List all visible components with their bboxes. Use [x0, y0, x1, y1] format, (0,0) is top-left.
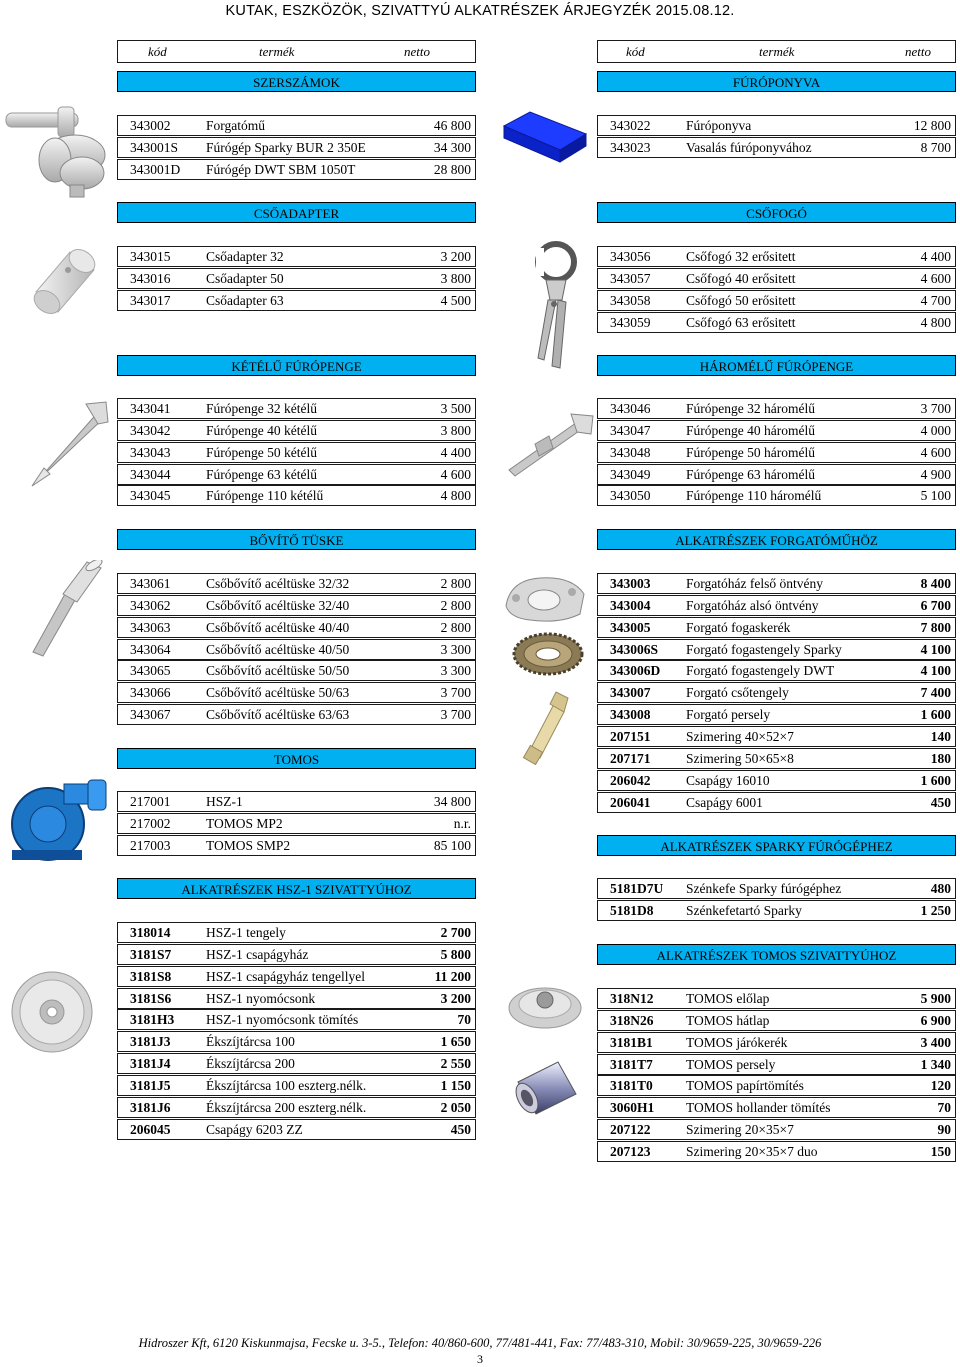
table-row — [117, 617, 476, 638]
product-price: 3 800 — [440, 422, 471, 438]
product-price: 3 500 — [440, 401, 471, 416]
product-price: n.r. — [453, 815, 471, 831]
table-row — [597, 573, 956, 594]
table-row — [117, 1075, 476, 1096]
table-row — [117, 246, 476, 267]
product-price: 1 340 — [920, 1056, 951, 1072]
product-name: Forgató fogastengely Sparky — [686, 641, 842, 657]
product-code: 3181J6 — [130, 1099, 171, 1115]
product-code: 343045 — [130, 488, 171, 504]
table-row — [597, 290, 956, 311]
product-name: Fúrópenge 50 kétélű — [206, 444, 317, 460]
table-row — [597, 770, 956, 791]
table-row — [117, 835, 476, 856]
product-code: 343042 — [130, 422, 171, 438]
table-row — [117, 944, 476, 965]
product-code: 343015 — [130, 249, 171, 264]
table-row — [597, 1075, 956, 1096]
product-code: 207171 — [610, 750, 651, 766]
product-code: 343062 — [130, 597, 171, 613]
table-row — [117, 639, 476, 660]
header-price: netto — [404, 44, 430, 59]
table-row — [597, 595, 956, 616]
product-price: 3 700 — [440, 685, 471, 701]
table-row — [117, 595, 476, 616]
product-price: 6 700 — [920, 597, 951, 613]
drill-rotator-image — [0, 105, 112, 200]
product-name: Fúrópenge 40 háromélű — [686, 422, 815, 438]
product-code: 343057 — [610, 270, 651, 286]
table-row — [117, 159, 476, 180]
product-name: Csőbővítő acéltüske 40/40 — [206, 619, 350, 635]
product-price: 1 250 — [920, 902, 951, 918]
product-code: 207151 — [610, 728, 651, 744]
product-code: 3181S7 — [130, 946, 172, 962]
product-name: Fúrópenge 110 kétélű — [206, 488, 324, 504]
table-row — [117, 1053, 476, 1074]
pipe-adapter-image — [28, 240, 98, 320]
product-code: 343056 — [610, 249, 651, 264]
table-row — [597, 660, 956, 681]
table-row — [117, 485, 476, 506]
product-name: HSZ-1 — [206, 794, 243, 809]
product-code: 343003 — [610, 576, 651, 591]
product-code: 343058 — [610, 292, 651, 308]
table-row — [117, 398, 476, 419]
table-row — [117, 464, 476, 485]
product-name: Csapágy 6001 — [686, 794, 763, 810]
table-row — [597, 704, 956, 725]
product-price: 6 900 — [920, 1012, 951, 1028]
page-number: 3 — [477, 1352, 483, 1366]
product-name: Csőbővítő acéltüske 32/40 — [206, 597, 350, 613]
section-csofogo: CSŐFOGÓ — [597, 202, 956, 223]
product-name: Forgató fogaskerék — [686, 619, 791, 635]
table-row — [597, 485, 956, 506]
footer-address: Hidroszer Kft, 6120 Kiskunmajsa, Fecske u. 3-5., Telefon: 40/860-600, 77/481-441, Fax: 77/483-310, Mobil: 30/9659-225, 30/9659-226 — [138, 1336, 822, 1350]
product-price: 3 700 — [920, 401, 951, 416]
table-row — [117, 442, 476, 463]
table-row — [117, 1031, 476, 1052]
product-name: Szénkefe Sparky fúrógéphez — [686, 881, 842, 896]
table-row — [117, 660, 476, 681]
product-price: 1 150 — [440, 1077, 471, 1093]
product-code: 3181T0 — [610, 1078, 653, 1094]
product-code: 207123 — [610, 1143, 651, 1159]
table-row — [117, 1097, 476, 1118]
table-row — [117, 682, 476, 703]
product-name: Fúrópenge 32 háromélű — [686, 401, 815, 416]
table-row — [597, 464, 956, 485]
section-hsz1: ALKATRÉSZEK HSZ-1 SZIVATTYÚHOZ — [117, 878, 476, 899]
product-code: 343005 — [610, 619, 651, 635]
table-row — [117, 115, 476, 136]
product-code: 343065 — [130, 663, 171, 679]
product-code: 318N26 — [610, 1012, 654, 1028]
bushing-image — [510, 1058, 580, 1118]
product-name: TOMOS papírtömítés — [686, 1078, 804, 1094]
product-price: 7 800 — [920, 619, 951, 635]
header-code: kód — [626, 44, 645, 59]
product-price: 140 — [930, 728, 951, 744]
table-row — [597, 398, 956, 419]
table-row — [597, 900, 956, 921]
product-name: Csőbővítő acéltüske 50/50 — [206, 663, 350, 679]
product-price: 8 700 — [920, 139, 951, 155]
product-code: 343067 — [130, 707, 171, 723]
product-price: 4 000 — [920, 422, 951, 438]
impeller-image — [505, 980, 585, 1032]
product-name: Csőbővítő acéltüske 32/32 — [206, 576, 350, 591]
product-price: 450 — [450, 1121, 471, 1137]
product-price: 1 600 — [920, 772, 951, 788]
product-code: 343049 — [610, 466, 651, 482]
product-code: 343061 — [130, 576, 171, 591]
product-code: 3060H1 — [610, 1100, 655, 1116]
product-price: 2 050 — [440, 1099, 471, 1115]
gear-shaft-image — [520, 690, 570, 765]
table-row — [597, 1119, 956, 1140]
product-code: 343023 — [610, 139, 651, 155]
table-row — [597, 312, 956, 333]
product-price: 1 650 — [440, 1034, 471, 1050]
product-code: 343046 — [610, 401, 651, 416]
product-price: 85 100 — [433, 837, 471, 853]
product-code: 206045 — [130, 1121, 171, 1137]
table-row — [597, 617, 956, 638]
product-name: Csőfogó 63 erősitett — [686, 314, 796, 330]
product-code: 217003 — [130, 837, 171, 853]
pipe-expander-spike-image — [25, 560, 105, 660]
tomos-pump-image — [2, 778, 112, 866]
table-row — [597, 748, 956, 769]
product-price: 4 600 — [440, 466, 471, 482]
product-name: Csőadapter 50 — [206, 270, 284, 286]
product-name: Csőfogó 32 erősitett — [686, 249, 796, 264]
product-price: 70 — [937, 1100, 951, 1116]
product-price: 2 800 — [440, 597, 471, 613]
product-name: HSZ-1 tengely — [206, 925, 286, 940]
table-row — [597, 792, 956, 813]
product-name: Csőfogó 40 erősitett — [686, 270, 796, 286]
product-name: Fúrópenge 110 háromélű — [686, 488, 822, 504]
table-row — [597, 639, 956, 660]
table-row — [597, 1032, 956, 1053]
table-row — [117, 420, 476, 441]
product-price: 90 — [937, 1122, 951, 1138]
table-row — [117, 290, 476, 311]
section-tomos: TOMOS — [117, 748, 476, 769]
rotator-housing-image — [500, 568, 590, 628]
product-name: Fúrógép Sparky BUR 2 350E — [206, 139, 366, 155]
product-code: 3181T7 — [610, 1056, 653, 1072]
product-code: 3181S6 — [130, 990, 172, 1006]
product-code: 343063 — [130, 619, 171, 635]
product-name: Forgatómű — [206, 118, 266, 133]
product-code: 3181B1 — [610, 1034, 653, 1050]
product-price: 5 800 — [440, 946, 471, 962]
product-price: 4 400 — [920, 249, 951, 264]
product-code: 207122 — [610, 1122, 651, 1138]
product-price: 3 700 — [440, 707, 471, 723]
product-price: 3 300 — [440, 641, 471, 657]
product-price: 4 800 — [440, 488, 471, 504]
product-name: Forgató csőtengely — [686, 685, 789, 701]
product-name: Csőbővítő acéltüske 63/63 — [206, 707, 350, 723]
product-price: 8 400 — [920, 576, 951, 591]
product-name: TOMOS persely — [686, 1056, 776, 1072]
section-csoadapter: CSŐADAPTER — [117, 202, 476, 223]
product-price: 120 — [930, 1078, 951, 1094]
product-price: 12 800 — [913, 118, 951, 133]
right-column-header — [597, 40, 956, 63]
section-forgato: ALKATRÉSZEK FORGATÓMŰHÖZ — [597, 529, 956, 550]
product-price: 4 100 — [920, 663, 951, 679]
product-code: 343044 — [130, 466, 171, 482]
table-row — [117, 791, 476, 812]
product-name: Vasalás fúróponyvához — [686, 139, 812, 155]
header-product: termék — [259, 44, 295, 59]
product-price: 4 900 — [920, 466, 951, 482]
product-code: 318014 — [130, 925, 171, 940]
drill-tarp-image — [500, 108, 590, 166]
product-code: 343041 — [130, 401, 171, 416]
table-row — [597, 1054, 956, 1075]
table-row — [597, 1010, 956, 1031]
product-price: 4 100 — [920, 641, 951, 657]
section-sparky: ALKATRÉSZEK SPARKY FÚRÓGÉPHEZ — [597, 835, 956, 856]
table-row — [117, 1009, 476, 1030]
product-code: 318N12 — [610, 991, 654, 1006]
product-price: 150 — [930, 1143, 951, 1159]
product-name: Szénkefetartó Sparky — [686, 902, 802, 918]
gear-wheel-image — [512, 632, 584, 676]
product-name: TOMOS járókerék — [686, 1034, 788, 1050]
header-product: termék — [759, 44, 795, 59]
product-code: 343001S — [130, 139, 179, 155]
table-row — [597, 878, 956, 899]
product-name: Csőadapter 63 — [206, 292, 284, 308]
product-code: 3181J5 — [130, 1077, 171, 1093]
product-name: HSZ-1 nyomócsonk — [206, 990, 316, 1006]
product-name: Csőbővítő acéltüske 50/63 — [206, 685, 350, 701]
table-row — [117, 704, 476, 725]
product-code: 343050 — [610, 488, 651, 504]
product-price: 7 400 — [920, 685, 951, 701]
product-price: 34 300 — [433, 139, 471, 155]
table-row — [597, 246, 956, 267]
product-price: 4 600 — [920, 444, 951, 460]
product-name: Fúrópenge 32 kétélű — [206, 401, 317, 416]
product-name: Forgató persely — [686, 707, 771, 723]
product-code: 343002 — [130, 118, 171, 133]
two-blade-drill-bit-image — [30, 398, 110, 488]
table-row — [597, 137, 956, 158]
product-name: HSZ-1 nyomócsonk tömítés — [206, 1012, 359, 1028]
product-name: Ékszíjtárcsa 100 eszterg.nélk. — [206, 1077, 367, 1093]
product-name: Szimering 50×65×8 — [686, 750, 794, 766]
product-name: Fúrópenge 50 háromélű — [686, 444, 815, 460]
three-blade-drill-bit-image — [505, 410, 595, 480]
page-title: KUTAK, ESZKÖZÖK, SZIVATTYÚ ALKATRÉSZEK ÁRJEGYZÉK 2015.08.12. — [225, 3, 735, 19]
product-code: 343043 — [130, 444, 171, 460]
table-row — [117, 268, 476, 289]
product-price: 70 — [457, 1012, 471, 1028]
product-name: Csőbővítő acéltüske 40/50 — [206, 641, 350, 657]
product-name: Ékszíjtárcsa 200 eszterg.nélk. — [206, 1099, 367, 1115]
product-price: 11 200 — [434, 968, 471, 984]
product-price: 5 900 — [920, 991, 951, 1006]
product-name: Szimering 20×35×7 — [686, 1122, 794, 1138]
product-code: 343007 — [610, 685, 651, 701]
product-code: 343008 — [610, 707, 651, 723]
product-code: 343059 — [610, 314, 651, 330]
section-tomos-szivattyu: ALKATRÉSZEK TOMOS SZIVATTYÚHOZ — [597, 944, 956, 965]
product-code: 217002 — [130, 815, 171, 831]
table-row — [597, 268, 956, 289]
product-code: 5181D8 — [610, 902, 654, 918]
table-row — [597, 682, 956, 703]
product-price: 3 800 — [440, 270, 471, 286]
product-name: HSZ-1 csapágyház tengellyel — [206, 968, 365, 984]
table-row — [117, 137, 476, 158]
product-price: 3 200 — [440, 990, 471, 1006]
product-name: HSZ-1 csapágyház — [206, 946, 309, 962]
product-name: Fúrópenge 40 kétélű — [206, 422, 317, 438]
v-belt-pulley-image — [8, 968, 96, 1056]
table-row — [597, 442, 956, 463]
table-row — [117, 573, 476, 594]
product-code: 343006S — [610, 641, 659, 657]
product-code: 343064 — [130, 641, 171, 657]
product-name: Csőfogó 50 erősitett — [686, 292, 796, 308]
header-price: netto — [905, 44, 931, 59]
product-price: 480 — [930, 881, 951, 896]
product-code: 206041 — [610, 794, 651, 810]
product-price: 34 800 — [433, 794, 471, 809]
product-name: TOMOS MP2 — [206, 815, 283, 831]
product-code: 217001 — [130, 794, 171, 809]
pipe-wrench-image — [522, 240, 584, 370]
product-code: 343006D — [610, 663, 661, 679]
product-code: 3181J3 — [130, 1034, 171, 1050]
product-price: 3 400 — [920, 1034, 951, 1050]
product-code: 5181D7U — [610, 881, 664, 896]
table-row — [117, 922, 476, 943]
product-name: Fúrópenge 63 háromélű — [686, 466, 815, 482]
section-furoponyva: FÚRÓPONYVA — [597, 71, 956, 92]
product-name: Forgatóház felső öntvény — [686, 576, 823, 591]
product-code: 343017 — [130, 292, 171, 308]
table-row — [117, 966, 476, 987]
section-ketelu: KÉTÉLŰ FÚRÓPENGE — [117, 355, 476, 376]
product-name: Forgató fogastengely DWT — [686, 663, 835, 679]
product-name: Fúrógép DWT SBM 1050T — [206, 161, 356, 177]
product-code: 343048 — [610, 444, 651, 460]
product-name: Ékszíjtárcsa 100 — [206, 1034, 295, 1050]
table-row — [597, 726, 956, 747]
product-code: 343047 — [610, 422, 651, 438]
product-name: Csőadapter 32 — [206, 249, 284, 264]
product-code: 343066 — [130, 685, 171, 701]
section-haromelu: HÁROMÉLŰ FÚRÓPENGE — [597, 355, 956, 376]
product-price: 180 — [930, 750, 951, 766]
product-price: 4 400 — [440, 444, 471, 460]
product-name: Szimering 20×35×7 duo — [686, 1143, 818, 1159]
product-name: TOMOS előlap — [686, 991, 770, 1006]
table-row — [117, 813, 476, 834]
product-name: Szimering 40×52×7 — [686, 728, 794, 744]
product-name: Fúrópenge 63 kétélű — [206, 466, 317, 482]
product-price: 4 600 — [920, 270, 951, 286]
product-price: 450 — [930, 794, 951, 810]
product-code: 3181S8 — [130, 968, 172, 984]
table-row — [597, 988, 956, 1009]
product-name: Csapágy 16010 — [686, 772, 770, 788]
product-name: TOMOS SMP2 — [206, 837, 291, 853]
product-price: 28 800 — [433, 161, 471, 177]
table-row — [597, 115, 956, 136]
product-name: Forgatóház alsó öntvény — [686, 597, 819, 613]
product-price: 46 800 — [433, 118, 471, 133]
product-price: 2 800 — [440, 619, 471, 635]
product-price: 3 200 — [440, 249, 471, 264]
product-code: 343022 — [610, 118, 651, 133]
product-name: Csapágy 6203 ZZ — [206, 1121, 303, 1137]
product-code: 206042 — [610, 772, 651, 788]
product-name: TOMOS hollander tömítés — [686, 1100, 831, 1116]
product-price: 2 800 — [440, 576, 471, 591]
product-name: Ékszíjtárcsa 200 — [206, 1056, 295, 1072]
table-row — [117, 1119, 476, 1140]
table-row — [117, 988, 476, 1009]
product-code: 343004 — [610, 597, 651, 613]
product-price: 1 600 — [920, 707, 951, 723]
product-name: TOMOS hátlap — [686, 1012, 770, 1028]
product-price: 4 700 — [920, 292, 951, 308]
product-code: 3181H3 — [130, 1012, 175, 1028]
product-code: 343016 — [130, 270, 171, 286]
product-price: 5 100 — [920, 488, 951, 504]
product-code: 343001D — [130, 161, 181, 177]
left-column-header — [117, 40, 476, 63]
section-szerszamok: SZERSZÁMOK — [117, 71, 476, 92]
table-row — [597, 1097, 956, 1118]
section-bovito: BŐVÍTŐ TÜSKE — [117, 529, 476, 550]
product-price: 3 300 — [440, 663, 471, 679]
product-price: 2 550 — [440, 1056, 471, 1072]
product-name: Fúróponyva — [686, 118, 752, 133]
product-price: 4 800 — [920, 314, 951, 330]
header-code: kód — [148, 44, 167, 59]
product-price: 2 700 — [440, 925, 471, 940]
product-code: 3181J4 — [130, 1056, 171, 1072]
product-price: 4 500 — [440, 292, 471, 308]
table-row — [597, 1141, 956, 1162]
table-row — [597, 420, 956, 441]
